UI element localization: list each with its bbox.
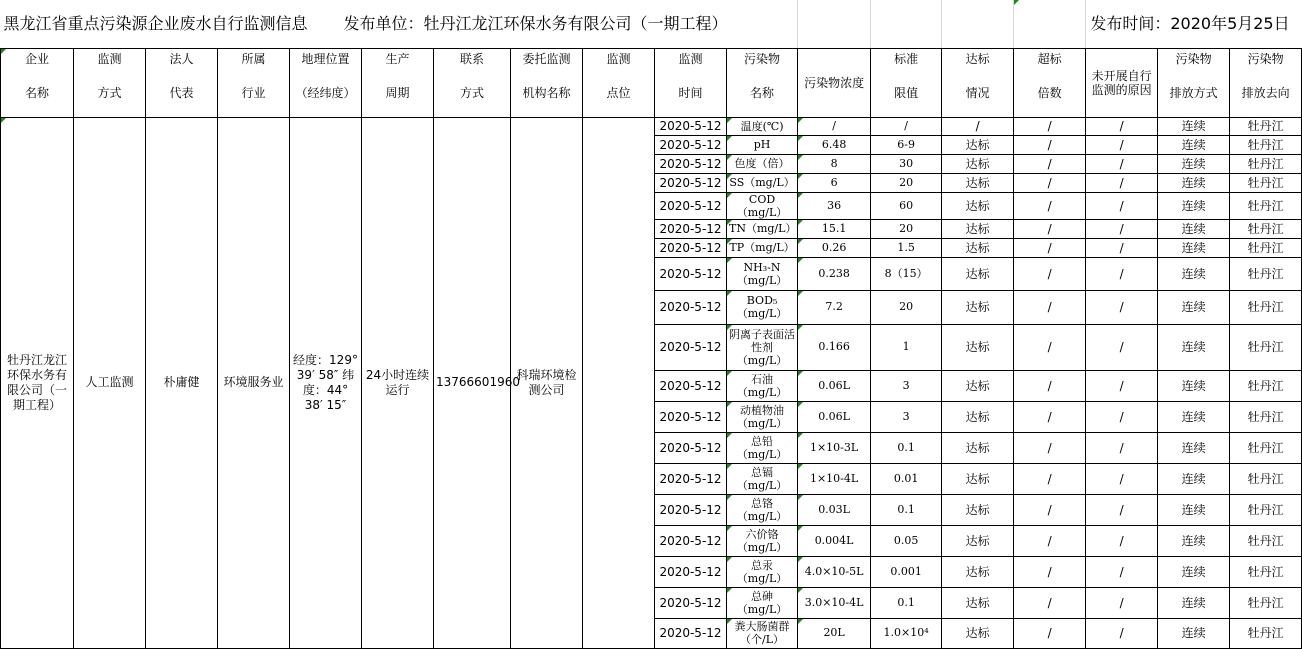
cell-limit: 0.1 bbox=[871, 494, 942, 525]
cell-destination: 牡丹江 bbox=[1230, 401, 1302, 432]
cell-limit: 0.1 bbox=[871, 587, 942, 618]
column-header-bottom: 代表 bbox=[146, 70, 218, 117]
cell-time: 2020-5-12 bbox=[655, 432, 727, 463]
cell-time: 2020-5-12 bbox=[655, 587, 727, 618]
cell-pollutant: 阴离子表面活性剂（mg/L） bbox=[727, 324, 798, 370]
cell-exceed: / bbox=[1014, 463, 1086, 494]
company-cycle: 24小时连续运行 bbox=[362, 117, 434, 648]
table-row bbox=[1, 117, 1302, 135]
cell-time: 2020-5-12 bbox=[655, 219, 727, 238]
cell-discharge: 连续 bbox=[1158, 432, 1230, 463]
cell-limit: 0.001 bbox=[871, 556, 942, 587]
cell-reason: / bbox=[1086, 618, 1158, 648]
cell-exceed: / bbox=[1014, 219, 1086, 238]
column-header-bottom: 名称 bbox=[1, 70, 74, 117]
column-header-top: 污染物 bbox=[1158, 48, 1230, 70]
column-header-top: 所属 bbox=[218, 48, 290, 70]
cell-pollutant: 总铅（mg/L） bbox=[727, 432, 798, 463]
cell-exceed: / bbox=[1014, 401, 1086, 432]
cell-reason: / bbox=[1086, 370, 1158, 401]
cell-exceed: / bbox=[1014, 238, 1086, 257]
cell-destination: 牡丹江 bbox=[1230, 432, 1302, 463]
column-header-top: 企业 bbox=[1, 48, 74, 70]
cell-reason: / bbox=[1086, 257, 1158, 290]
company-agency: 科瑞环境检测公司 bbox=[511, 117, 583, 648]
cell-conc: 1×10-4L bbox=[798, 463, 871, 494]
cell-conc: 0.166 bbox=[798, 324, 871, 370]
cell-time: 2020-5-12 bbox=[655, 192, 727, 219]
cell-discharge: 连续 bbox=[1158, 618, 1230, 648]
cell-exceed: / bbox=[1014, 257, 1086, 290]
cell-limit: 3 bbox=[871, 370, 942, 401]
cell-conc: 20L bbox=[798, 618, 871, 648]
column-header-top: 监测 bbox=[74, 48, 146, 70]
cell-limit: 20 bbox=[871, 290, 942, 324]
cell-reason: / bbox=[1086, 135, 1158, 154]
cell-conc: 3.0×10-4L bbox=[798, 587, 871, 618]
cell-destination: 牡丹江 bbox=[1230, 463, 1302, 494]
cell-status: 达标 bbox=[942, 173, 1014, 192]
cell-time: 2020-5-12 bbox=[655, 494, 727, 525]
cell-discharge: 连续 bbox=[1158, 192, 1230, 219]
cell-exceed: / bbox=[1014, 173, 1086, 192]
cell-time: 2020-5-12 bbox=[655, 324, 727, 370]
cell-limit: 1.5 bbox=[871, 238, 942, 257]
cell-discharge: 连续 bbox=[1158, 257, 1230, 290]
column-header-top: 生产 bbox=[362, 48, 434, 70]
cell-limit: 3 bbox=[871, 401, 942, 432]
column-header-top: 标准 bbox=[871, 48, 942, 70]
cell-exceed: / bbox=[1014, 290, 1086, 324]
empty-cell bbox=[1014, 0, 1086, 48]
column-header-bottom: 周期 bbox=[362, 70, 434, 117]
cell-conc: 0.03L bbox=[798, 494, 871, 525]
cell-conc: 0.004L bbox=[798, 525, 871, 556]
cell-discharge: 连续 bbox=[1158, 117, 1230, 135]
cell-destination: 牡丹江 bbox=[1230, 370, 1302, 401]
cell-reason: / bbox=[1086, 238, 1158, 257]
cell-status: 达标 bbox=[942, 238, 1014, 257]
cell-exceed: / bbox=[1014, 135, 1086, 154]
cell-destination: 牡丹江 bbox=[1230, 587, 1302, 618]
cell-pollutant: 总铬（mg/L） bbox=[727, 494, 798, 525]
cell-time: 2020-5-12 bbox=[655, 556, 727, 587]
cell-discharge: 连续 bbox=[1158, 463, 1230, 494]
cell-reason: / bbox=[1086, 219, 1158, 238]
company-name: 牡丹江龙江环保水务有限公司（一期工程） bbox=[1, 117, 74, 648]
cell-limit: 6-9 bbox=[871, 135, 942, 154]
cell-pollutant: SS（mg/L） bbox=[727, 173, 798, 192]
cell-discharge: 连续 bbox=[1158, 238, 1230, 257]
company-legal-rep: 朴庸健 bbox=[146, 117, 218, 648]
cell-reason: / bbox=[1086, 556, 1158, 587]
cell-time: 2020-5-12 bbox=[655, 117, 727, 135]
cell-pollutant: 总汞（mg/L） bbox=[727, 556, 798, 587]
column-header-bottom: 排放去向 bbox=[1230, 70, 1302, 117]
cell-discharge: 连续 bbox=[1158, 135, 1230, 154]
cell-limit: 8（15） bbox=[871, 257, 942, 290]
cell-pollutant: 总镉（mg/L） bbox=[727, 463, 798, 494]
cell-status: 达标 bbox=[942, 587, 1014, 618]
cell-exceed: / bbox=[1014, 494, 1086, 525]
cell-exceed: / bbox=[1014, 556, 1086, 587]
column-header-bottom: 倍数 bbox=[1014, 70, 1086, 117]
column-header-bottom: 排放方式 bbox=[1158, 70, 1230, 117]
cell-time: 2020-5-12 bbox=[655, 238, 727, 257]
cell-reason: / bbox=[1086, 432, 1158, 463]
cell-exceed: / bbox=[1014, 192, 1086, 219]
cell-reason: / bbox=[1086, 192, 1158, 219]
cell-conc: 15.1 bbox=[798, 219, 871, 238]
cell-destination: 牡丹江 bbox=[1230, 173, 1302, 192]
cell-pollutant: 粪大肠菌群（个/L） bbox=[727, 618, 798, 648]
company-location: 经度：129° 39′ 58″ 纬度：44° 38′ 15″ bbox=[290, 117, 362, 648]
column-header-bottom: 名称 bbox=[727, 70, 798, 117]
cell-status: 达标 bbox=[942, 257, 1014, 290]
cell-conc: 0.06L bbox=[798, 401, 871, 432]
column-header-bottom: 机构名称 bbox=[511, 70, 583, 117]
cell-limit: / bbox=[871, 117, 942, 135]
column-header-top: 监测 bbox=[583, 48, 655, 70]
cell-time: 2020-5-12 bbox=[655, 618, 727, 648]
cell-exceed: / bbox=[1014, 432, 1086, 463]
cell-time: 2020-5-12 bbox=[655, 154, 727, 173]
cell-conc: 1×10-3L bbox=[798, 432, 871, 463]
cell-limit: 20 bbox=[871, 219, 942, 238]
cell-conc: 8 bbox=[798, 154, 871, 173]
cell-pollutant: 六价铬（mg/L） bbox=[727, 525, 798, 556]
cell-exceed: / bbox=[1014, 324, 1086, 370]
cell-destination: 牡丹江 bbox=[1230, 618, 1302, 648]
cell-reason: / bbox=[1086, 494, 1158, 525]
cell-discharge: 连续 bbox=[1158, 370, 1230, 401]
cell-limit: 0.01 bbox=[871, 463, 942, 494]
cell-status: 达标 bbox=[942, 290, 1014, 324]
cell-status: 达标 bbox=[942, 463, 1014, 494]
cell-pollutant: 色度（倍） bbox=[727, 154, 798, 173]
cell-discharge: 连续 bbox=[1158, 173, 1230, 192]
title-row bbox=[1, 0, 1302, 48]
column-header-bottom: 方式 bbox=[434, 70, 511, 117]
cell-discharge: 连续 bbox=[1158, 525, 1230, 556]
cell-pollutant: COD（mg/L） bbox=[727, 192, 798, 219]
cell-exceed: / bbox=[1014, 525, 1086, 556]
cell-destination: 牡丹江 bbox=[1230, 135, 1302, 154]
cell-time: 2020-5-12 bbox=[655, 401, 727, 432]
cell-limit: 20 bbox=[871, 173, 942, 192]
column-header-top: 达标 bbox=[942, 48, 1014, 70]
cell-discharge: 连续 bbox=[1158, 154, 1230, 173]
column-header: 未开展自行监测的原因 bbox=[1086, 48, 1158, 117]
column-header-top: 联系 bbox=[434, 48, 511, 70]
column-header-bottom: 限值 bbox=[871, 70, 942, 117]
cell-limit: 0.05 bbox=[871, 525, 942, 556]
cell-status: 达标 bbox=[942, 192, 1014, 219]
cell-discharge: 连续 bbox=[1158, 324, 1230, 370]
cell-status: 达标 bbox=[942, 494, 1014, 525]
cell-status: 达标 bbox=[942, 324, 1014, 370]
cell-reason: / bbox=[1086, 324, 1158, 370]
cell-reason: / bbox=[1086, 173, 1158, 192]
cell-conc: / bbox=[798, 117, 871, 135]
cell-time: 2020-5-12 bbox=[655, 370, 727, 401]
cell-exceed: / bbox=[1014, 154, 1086, 173]
cell-status: 达标 bbox=[942, 432, 1014, 463]
cell-reason: / bbox=[1086, 117, 1158, 135]
cell-discharge: 连续 bbox=[1158, 494, 1230, 525]
cell-status: 达标 bbox=[942, 135, 1014, 154]
header-row-1 bbox=[1, 48, 1302, 70]
cell-conc: 0.26 bbox=[798, 238, 871, 257]
cell-reason: / bbox=[1086, 290, 1158, 324]
cell-reason: / bbox=[1086, 401, 1158, 432]
cell-destination: 牡丹江 bbox=[1230, 556, 1302, 587]
cell-pollutant: pH bbox=[727, 135, 798, 154]
empty-cell bbox=[942, 0, 1014, 48]
empty-cell bbox=[798, 0, 871, 48]
cell-destination: 牡丹江 bbox=[1230, 192, 1302, 219]
cell-limit: 0.1 bbox=[871, 432, 942, 463]
cell-discharge: 连续 bbox=[1158, 290, 1230, 324]
cell-exceed: / bbox=[1014, 117, 1086, 135]
cell-destination: 牡丹江 bbox=[1230, 117, 1302, 135]
cell-destination: 牡丹江 bbox=[1230, 219, 1302, 238]
cell-time: 2020-5-12 bbox=[655, 173, 727, 192]
cell-conc: 4.0×10-5L bbox=[798, 556, 871, 587]
cell-conc: 6.48 bbox=[798, 135, 871, 154]
cell-status: 达标 bbox=[942, 401, 1014, 432]
column-header-bottom: 时间 bbox=[655, 70, 727, 117]
publish-time: 发布时间：2020年5月25日 bbox=[1086, 0, 1302, 48]
cell-reason: / bbox=[1086, 154, 1158, 173]
cell-status: 达标 bbox=[942, 154, 1014, 173]
report-title: 黑龙江省重点污染源企业废水自行监测信息 bbox=[3, 13, 308, 33]
cell-status: / bbox=[942, 117, 1014, 135]
cell-destination: 牡丹江 bbox=[1230, 494, 1302, 525]
publisher: 发布单位：牡丹江龙江环保水务有限公司（一期工程） bbox=[343, 13, 728, 33]
column-header-top: 污染物 bbox=[727, 48, 798, 70]
cell-discharge: 连续 bbox=[1158, 219, 1230, 238]
column-header-bottom: 点位 bbox=[583, 70, 655, 117]
cell-conc: 0.06L bbox=[798, 370, 871, 401]
column-header-bottom: （经纬度） bbox=[290, 70, 362, 117]
cell-destination: 牡丹江 bbox=[1230, 257, 1302, 290]
cell-pollutant: NH₃-N（mg/L） bbox=[727, 257, 798, 290]
company-method: 人工监测 bbox=[74, 117, 146, 648]
column-header-bottom: 情况 bbox=[942, 70, 1014, 117]
company-contact: 13766601960 bbox=[434, 117, 511, 648]
cell-discharge: 连续 bbox=[1158, 556, 1230, 587]
cell-destination: 牡丹江 bbox=[1230, 238, 1302, 257]
cell-limit: 1 bbox=[871, 324, 942, 370]
company-point bbox=[583, 117, 655, 648]
cell-exceed: / bbox=[1014, 618, 1086, 648]
report-title-line bbox=[1, 0, 798, 48]
column-header-top: 超标 bbox=[1014, 48, 1086, 70]
cell-limit: 60 bbox=[871, 192, 942, 219]
cell-limit: 30 bbox=[871, 154, 942, 173]
cell-time: 2020-5-12 bbox=[655, 290, 727, 324]
cell-pollutant: 动植物油（mg/L） bbox=[727, 401, 798, 432]
cell-pollutant: BOD₅（mg/L） bbox=[727, 290, 798, 324]
cell-pollutant: 石油（mg/L） bbox=[727, 370, 798, 401]
column-header: 污染物浓度 bbox=[798, 48, 871, 117]
cell-status: 达标 bbox=[942, 618, 1014, 648]
company-industry: 环境服务业 bbox=[218, 117, 290, 648]
cell-destination: 牡丹江 bbox=[1230, 525, 1302, 556]
cell-conc: 7.2 bbox=[798, 290, 871, 324]
cell-reason: / bbox=[1086, 525, 1158, 556]
column-header-top: 污染物 bbox=[1230, 48, 1302, 70]
cell-discharge: 连续 bbox=[1158, 401, 1230, 432]
cell-pollutant: 总砷（mg/L） bbox=[727, 587, 798, 618]
cell-time: 2020-5-12 bbox=[655, 135, 727, 154]
cell-limit: 1.0×10⁴ bbox=[871, 618, 942, 648]
cell-conc: 36 bbox=[798, 192, 871, 219]
cell-time: 2020-5-12 bbox=[655, 257, 727, 290]
cell-discharge: 连续 bbox=[1158, 587, 1230, 618]
column-header-top: 地理位置 bbox=[290, 48, 362, 70]
cell-status: 达标 bbox=[942, 525, 1014, 556]
cell-time: 2020-5-12 bbox=[655, 463, 727, 494]
cell-conc: 6 bbox=[798, 173, 871, 192]
column-header-bottom: 行业 bbox=[218, 70, 290, 117]
cell-destination: 牡丹江 bbox=[1230, 290, 1302, 324]
cell-reason: / bbox=[1086, 463, 1158, 494]
cell-exceed: / bbox=[1014, 370, 1086, 401]
cell-conc: 0.238 bbox=[798, 257, 871, 290]
column-header-top: 监测 bbox=[655, 48, 727, 70]
cell-reason: / bbox=[1086, 587, 1158, 618]
cell-destination: 牡丹江 bbox=[1230, 154, 1302, 173]
cell-pollutant: 温度(℃) bbox=[727, 117, 798, 135]
cell-destination: 牡丹江 bbox=[1230, 324, 1302, 370]
column-header-top: 法人 bbox=[146, 48, 218, 70]
cell-status: 达标 bbox=[942, 219, 1014, 238]
cell-status: 达标 bbox=[942, 556, 1014, 587]
cell-pollutant: TN（mg/L） bbox=[727, 219, 798, 238]
cell-pollutant: TP（mg/L） bbox=[727, 238, 798, 257]
cell-status: 达标 bbox=[942, 370, 1014, 401]
column-header-bottom: 方式 bbox=[74, 70, 146, 117]
empty-cell bbox=[871, 0, 942, 48]
cell-exceed: / bbox=[1014, 587, 1086, 618]
cell-time: 2020-5-12 bbox=[655, 525, 727, 556]
column-header-top: 委托监测 bbox=[511, 48, 583, 70]
